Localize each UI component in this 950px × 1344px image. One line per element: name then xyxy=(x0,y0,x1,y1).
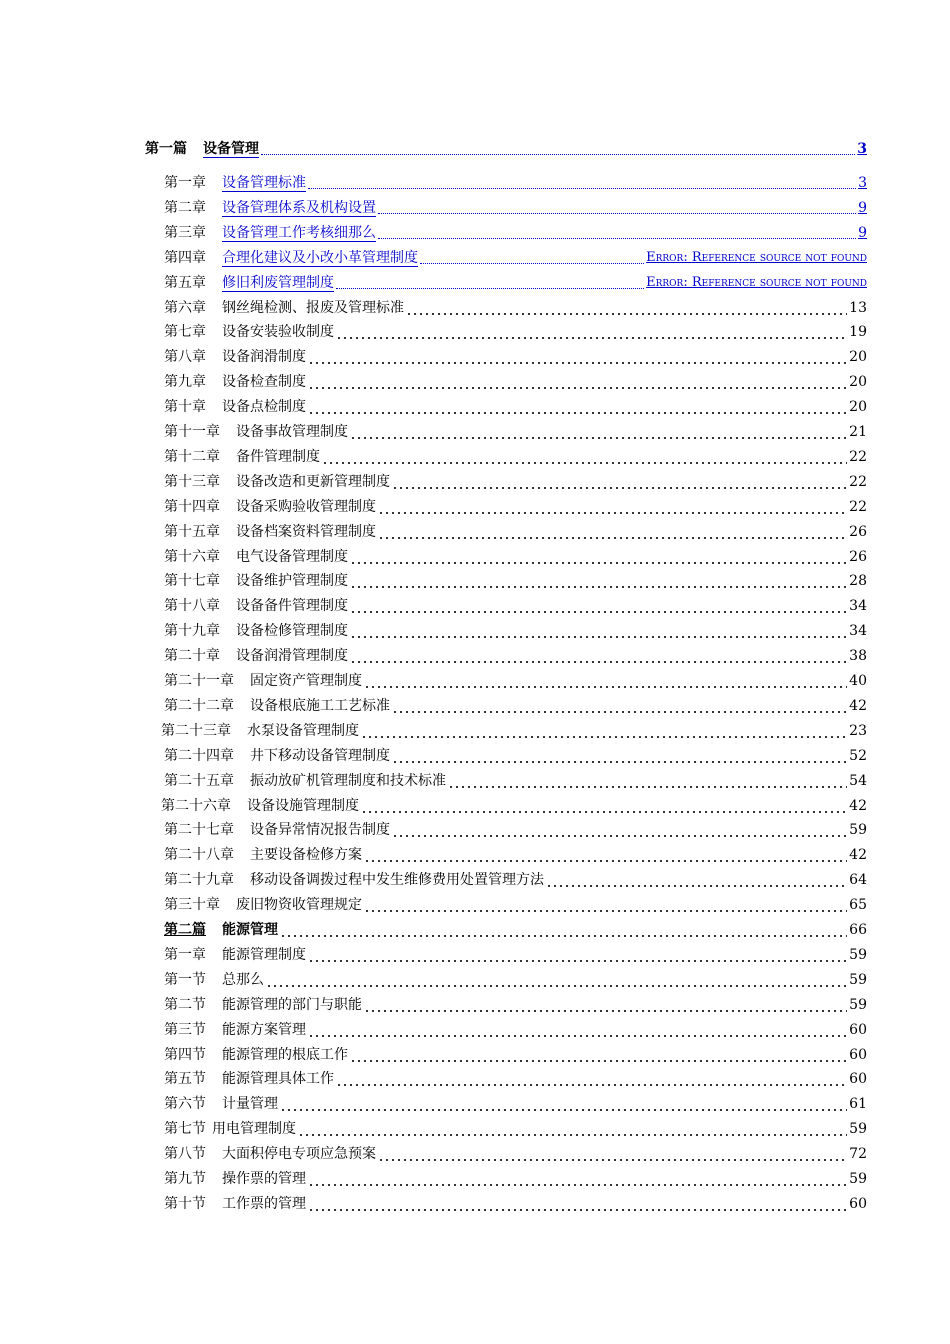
toc-entry-number: 第二十五章 xyxy=(164,772,234,789)
toc-entry-label xyxy=(164,1195,308,1213)
dot-leader xyxy=(298,1120,847,1138)
toc-entry-title: 用电管理制度 xyxy=(212,1121,296,1138)
toc-entry-title: 工作票的管理 xyxy=(222,1195,306,1212)
toc-entry-page-number: 26 xyxy=(849,523,867,540)
dot-leader xyxy=(361,797,847,815)
toc-entry-number: 第十七章 xyxy=(164,573,220,590)
toc-entry-number: 第二篇 xyxy=(164,922,206,938)
toc-entry-title: 设备点检制度 xyxy=(222,399,306,416)
toc-entry-page-number: 20 xyxy=(849,399,867,416)
toc-entry[interactable] xyxy=(145,134,867,158)
toc-entry-page-number: 42 xyxy=(849,797,867,814)
toc-entry-label xyxy=(164,498,378,516)
toc-entry-page-number: 59 xyxy=(849,1171,867,1187)
toc-entry-number: 第十二章 xyxy=(164,448,220,465)
toc-entry-page-number: 21 xyxy=(849,424,867,440)
dot-leader xyxy=(364,846,847,864)
toc-entry-number: 第五节 xyxy=(164,1071,206,1088)
toc-entry-title: 修旧利废管理制度 xyxy=(222,274,334,291)
toc-entry-label xyxy=(161,722,361,740)
dot-leader xyxy=(448,772,847,790)
toc-entry[interactable] xyxy=(164,168,867,192)
dot-leader xyxy=(392,747,847,765)
dot-leader xyxy=(350,647,847,665)
toc-entry-label xyxy=(164,747,392,765)
toc-entry-title: 大面积停电专项应急预案 xyxy=(222,1146,376,1163)
toc-entry-page-number: 9 xyxy=(858,224,867,241)
toc-entry-title: 总那么 xyxy=(222,971,264,988)
toc-entry-label xyxy=(164,199,378,217)
toc-entry-number: 第二十六章 xyxy=(161,797,231,814)
toc-entry-number: 第十六章 xyxy=(164,548,220,565)
toc-entry xyxy=(164,517,867,541)
dot-leader xyxy=(336,1070,847,1088)
toc-entry xyxy=(164,766,867,790)
toc-entry-number: 第二节 xyxy=(164,996,206,1013)
toc-entry-page-number: 59 xyxy=(849,996,867,1013)
toc-entry-page-number: 22 xyxy=(849,498,867,515)
toc-entry-title: 设备设施管理制度 xyxy=(247,797,359,814)
toc-entry-page-number: 22 xyxy=(849,448,867,465)
toc-entry-title: 移动设备调拨过程中发生维修费用处置管理方法 xyxy=(250,872,544,889)
toc-entry xyxy=(164,293,867,317)
toc-entry-title: 设备档案资料管理制度 xyxy=(236,523,376,540)
toc-entry-page-number: 26 xyxy=(849,548,867,565)
toc-entry-page-number: 60 xyxy=(849,1021,867,1038)
dot-leader xyxy=(364,996,847,1014)
toc-entry xyxy=(164,467,867,491)
toc-entry-title: 设备润滑管理制度 xyxy=(236,648,348,665)
toc-entry-label xyxy=(164,274,336,292)
toc-entry-title: 设备事故管理制度 xyxy=(236,424,348,440)
toc-entry-number: 第七节 xyxy=(164,1121,206,1138)
toc-entry-number: 第十五章 xyxy=(164,523,220,540)
toc-entry-number: 第二十章 xyxy=(164,648,220,665)
toc-entry xyxy=(164,666,867,690)
dot-leader xyxy=(350,548,847,566)
toc-entry-page-number: 60 xyxy=(849,1195,867,1212)
toc-entry-label xyxy=(164,1095,280,1113)
toc-entry-number: 第八节 xyxy=(164,1146,206,1163)
toc-entry-number: 第九章 xyxy=(164,374,206,391)
toc-entry-label xyxy=(164,398,308,416)
toc-entry-number: 第八章 xyxy=(164,349,206,366)
toc-entry-page-number: 60 xyxy=(849,1071,867,1088)
toc-entry-label xyxy=(164,772,448,790)
toc-entry-label xyxy=(164,423,350,441)
dot-leader xyxy=(280,1095,847,1113)
toc-entry xyxy=(164,566,867,590)
toc-entry-title: 水泵设备管理制度 xyxy=(247,722,359,739)
toc-entry-title: 废旧物资收管理规定 xyxy=(236,897,362,914)
toc-entry-title: 能源管理具体工作 xyxy=(222,1071,334,1088)
toc-entry xyxy=(164,990,867,1014)
toc-entry-page-number: 65 xyxy=(849,897,867,914)
toc-entry xyxy=(164,965,867,989)
toc-entry-page-number: 42 xyxy=(849,697,867,714)
toc-entry-label xyxy=(164,1120,298,1138)
toc-entry-number: 第二十二章 xyxy=(164,697,234,714)
toc-entry-title: 设备管理体系及机构设置 xyxy=(222,199,376,216)
toc-entry-label xyxy=(164,871,546,889)
toc-entry xyxy=(164,641,867,665)
toc-entry-label xyxy=(164,523,378,541)
toc-entry-label xyxy=(164,299,406,317)
toc-entry-number: 第二十八章 xyxy=(164,847,234,864)
dot-leader xyxy=(420,250,644,264)
toc-entry xyxy=(164,442,867,466)
dot-leader xyxy=(392,473,847,491)
dot-leader xyxy=(308,946,847,964)
toc-entry-title: 钢丝绳检测、报废及管理标准 xyxy=(222,299,404,316)
toc-entry-number: 第一章 xyxy=(164,175,206,191)
toc-entry-label xyxy=(164,921,280,939)
toc-entry xyxy=(164,741,867,765)
toc-entry xyxy=(161,791,867,815)
reference-error-text: Error: Reference source not found xyxy=(646,274,867,290)
toc-entry-label xyxy=(164,1021,308,1039)
dot-leader xyxy=(378,200,856,214)
toc-entry-label xyxy=(164,672,364,690)
toc-entry-title: 固定资产管理制度 xyxy=(250,673,362,689)
toc-entry-number: 第三节 xyxy=(164,1021,206,1038)
dot-leader xyxy=(266,971,847,989)
toc-entry xyxy=(164,1139,867,1163)
toc-entry-label xyxy=(164,946,308,964)
dot-leader xyxy=(350,622,847,640)
toc-entry-number: 第二章 xyxy=(164,199,206,216)
toc-entry-number: 第二十一章 xyxy=(164,673,234,689)
dot-leader xyxy=(392,697,847,715)
toc-entry-page-number: 59 xyxy=(849,822,867,839)
toc-entry-title: 能源管理制度 xyxy=(222,946,306,963)
toc-entry-title: 设备备件管理制度 xyxy=(236,598,348,615)
toc-entry-label xyxy=(164,996,364,1014)
toc-entry-title: 设备改造和更新管理制度 xyxy=(236,473,390,490)
toc-entry-page-number: 59 xyxy=(849,971,867,988)
toc-entry xyxy=(164,1015,867,1039)
toc-entry-page-number: 22 xyxy=(849,473,867,490)
dot-leader xyxy=(378,225,856,239)
toc-entry-label xyxy=(164,224,378,242)
toc-entry xyxy=(164,1089,867,1113)
toc-entry-page-number: 3 xyxy=(858,175,867,191)
dot-leader xyxy=(364,672,847,690)
toc-entry-page-number: 34 xyxy=(849,623,867,640)
toc-entry-label xyxy=(164,971,266,989)
toc-entry-page-number: 20 xyxy=(849,349,867,366)
toc-entry xyxy=(164,940,867,964)
toc-entry-label xyxy=(164,1046,350,1064)
toc-entry-label xyxy=(145,140,261,158)
toc-entry-title: 设备检查制度 xyxy=(222,374,306,391)
toc-entry-page-number: 3 xyxy=(857,141,867,157)
toc-entry-title: 设备管理标准 xyxy=(222,175,306,191)
toc-entry-title: 能源方案管理 xyxy=(222,1021,306,1038)
toc-entry-label xyxy=(164,323,336,341)
toc-entry[interactable] xyxy=(164,268,867,292)
toc-entry-label xyxy=(164,548,350,566)
toc-entry-number: 第一篇 xyxy=(145,141,187,157)
toc-entry-page-number: 64 xyxy=(849,872,867,889)
dot-leader xyxy=(361,722,847,740)
toc-entry-label xyxy=(164,647,350,665)
toc-entry-page-number: 66 xyxy=(849,922,867,938)
toc-entry xyxy=(164,890,867,914)
dot-leader xyxy=(308,1170,847,1188)
toc-entry-number: 第四章 xyxy=(164,249,206,266)
toc-entry xyxy=(164,1164,867,1188)
dot-leader xyxy=(336,275,644,289)
dot-leader xyxy=(392,821,847,839)
dot-leader xyxy=(336,323,847,341)
toc-entry-title: 备件管理制度 xyxy=(236,448,320,465)
toc-entry-title: 能源管理 xyxy=(222,922,278,938)
toc-entry-label xyxy=(164,448,322,466)
toc-entry-label xyxy=(164,373,308,391)
toc-entry xyxy=(164,616,867,640)
toc-entry-number: 第十三章 xyxy=(164,473,220,490)
toc-entry-label xyxy=(164,597,350,615)
dot-leader xyxy=(546,871,847,889)
dot-leader xyxy=(261,141,855,155)
toc-entry xyxy=(164,865,867,889)
toc-entry-label xyxy=(164,896,364,914)
toc-entry xyxy=(164,1064,867,1088)
toc-entry xyxy=(164,815,867,839)
toc-entry-page-number: 23 xyxy=(849,722,867,739)
toc-entry-label xyxy=(164,572,350,590)
toc-entry-label xyxy=(164,473,392,491)
toc-entry-title: 设备润滑制度 xyxy=(222,349,306,366)
toc-entry-number: 第五章 xyxy=(164,274,206,291)
toc-entry-number: 第三十章 xyxy=(164,897,220,914)
reference-error-text: Error: Reference source not found xyxy=(646,249,867,265)
toc-entry-label xyxy=(164,622,350,640)
toc-entry-title: 设备维护管理制度 xyxy=(236,573,348,590)
toc-entry xyxy=(164,417,867,441)
toc-entry-page-number: 38 xyxy=(849,648,867,665)
toc-entry-title: 设备管理工作考核细那么 xyxy=(222,224,376,241)
toc-entry-page-number: 42 xyxy=(849,847,867,864)
toc-entry-number: 第二十四章 xyxy=(164,747,234,764)
toc-entry-page-number: 52 xyxy=(849,747,867,764)
dot-leader xyxy=(308,175,856,189)
toc-entry-number: 第七章 xyxy=(164,324,206,341)
toc-entry-number: 第十八章 xyxy=(164,598,220,615)
toc-entry xyxy=(164,317,867,341)
toc-entry-number: 第三章 xyxy=(164,224,206,241)
toc-entry-number: 第二十七章 xyxy=(164,822,234,839)
toc-entry-number: 第十一章 xyxy=(164,424,220,440)
toc-entry-number: 第十章 xyxy=(164,399,206,416)
toc-entry-label xyxy=(164,249,420,267)
toc-entry xyxy=(164,915,867,939)
toc-entry-number: 第六节 xyxy=(164,1096,206,1113)
toc-entry-page-number: 20 xyxy=(849,374,867,391)
toc-entry-number: 第二十三章 xyxy=(161,722,231,739)
dot-leader xyxy=(322,448,847,466)
toc-entry-title: 设备异常情况报告制度 xyxy=(250,822,390,839)
toc-entry-title: 能源管理的部门与职能 xyxy=(222,996,362,1013)
dot-leader xyxy=(350,1046,847,1064)
toc-entry-title: 井下移动设备管理制度 xyxy=(250,747,390,764)
dot-leader xyxy=(378,498,847,516)
toc-entry-title: 设备管理 xyxy=(203,141,259,157)
toc-entry[interactable] xyxy=(164,243,867,267)
toc-entry-number: 第一节 xyxy=(164,971,206,988)
toc-entry[interactable] xyxy=(164,193,867,217)
toc-entry-label xyxy=(164,348,308,366)
toc-entry-page-number: 54 xyxy=(849,772,867,789)
toc-entry-title: 主要设备检修方案 xyxy=(250,847,362,864)
toc-entry xyxy=(164,1189,867,1213)
toc-entry[interactable] xyxy=(164,218,867,242)
dot-leader xyxy=(308,373,847,391)
toc-entry xyxy=(164,691,867,715)
dot-leader xyxy=(350,572,847,590)
dot-leader xyxy=(378,523,847,541)
toc-entry-title: 能源管理的根底工作 xyxy=(222,1046,348,1063)
dot-leader xyxy=(308,1195,847,1213)
toc-entry-page-number: 61 xyxy=(849,1096,867,1113)
toc-entry-title: 电气设备管理制度 xyxy=(236,548,348,565)
toc-entry-page-number: 34 xyxy=(849,598,867,615)
dot-leader xyxy=(364,896,847,914)
toc-entry xyxy=(164,492,867,516)
toc-entry-label xyxy=(164,821,392,839)
toc-entry-page-number: 72 xyxy=(849,1146,867,1163)
toc-entry xyxy=(164,542,867,566)
toc-entry-page-number: 59 xyxy=(849,1121,867,1138)
toc-entry xyxy=(161,716,867,740)
toc-entry-label xyxy=(164,846,364,864)
toc-entry-label xyxy=(164,174,308,192)
toc-entry xyxy=(164,392,867,416)
dot-leader xyxy=(308,1021,847,1039)
toc-entry-page-number: 40 xyxy=(849,673,867,689)
dot-leader xyxy=(280,921,847,939)
toc-entry xyxy=(164,1040,867,1064)
toc-entry-title: 操作票的管理 xyxy=(222,1171,306,1187)
toc-entry-number: 第十节 xyxy=(164,1195,206,1212)
toc-entry-label xyxy=(161,797,361,815)
toc-entry-page-number: 19 xyxy=(849,324,867,341)
toc-entry-page-number: 9 xyxy=(858,199,867,216)
dot-leader xyxy=(308,348,847,366)
dot-leader xyxy=(350,423,847,441)
toc-entry xyxy=(164,367,867,391)
toc-entry-title: 设备根底施工工艺标准 xyxy=(250,697,390,714)
toc-entry-title: 振动放矿机管理制度和技术标准 xyxy=(250,772,446,789)
toc-entry xyxy=(164,342,867,366)
toc-entry-label xyxy=(164,1145,378,1163)
toc-entry-number: 第十四章 xyxy=(164,498,220,515)
toc-entry-title: 设备安装验收制度 xyxy=(222,324,334,341)
toc-entry-title: 设备采购验收管理制度 xyxy=(236,498,376,515)
toc-entry-number: 第六章 xyxy=(164,299,206,316)
dot-leader xyxy=(378,1145,847,1163)
toc-entry-page-number: 28 xyxy=(849,573,867,590)
toc-entry-number: 第二十九章 xyxy=(164,872,234,889)
toc-entry-page-number: 13 xyxy=(849,299,867,316)
toc-entry xyxy=(164,840,867,864)
toc-entry-label xyxy=(164,1170,308,1188)
toc-entry-title: 合理化建议及小改小革管理制度 xyxy=(222,249,418,266)
toc-entry xyxy=(164,1114,867,1138)
dot-leader xyxy=(350,597,847,615)
toc-entry-number: 第一章 xyxy=(164,946,206,963)
toc-entry-title: 计量管理 xyxy=(222,1096,278,1113)
toc-entry-number: 第四节 xyxy=(164,1046,206,1063)
dot-leader xyxy=(308,398,847,416)
toc-entry-label xyxy=(164,697,392,715)
toc-entry-page-number: 60 xyxy=(849,1046,867,1063)
toc-entry-number: 第十九章 xyxy=(164,623,220,640)
dot-leader xyxy=(406,299,847,317)
toc-entry-page-number: 59 xyxy=(849,946,867,963)
toc-entry xyxy=(164,591,867,615)
toc-entry-label xyxy=(164,1070,336,1088)
toc-entry-number: 第九节 xyxy=(164,1171,206,1187)
toc-entry-title: 设备检修管理制度 xyxy=(236,623,348,640)
